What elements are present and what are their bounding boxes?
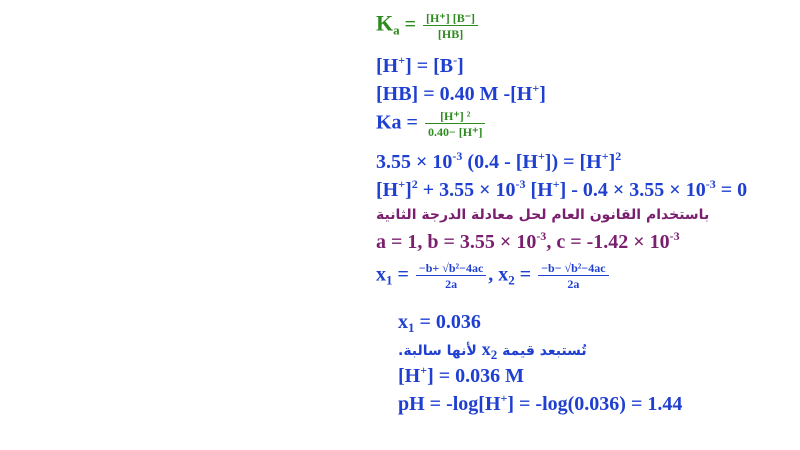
h-plus-result <box>398 363 524 387</box>
text-segment: لأنها سالبة. <box>398 343 482 359</box>
superscript: -3 <box>515 177 526 191</box>
text-segment: x <box>493 263 509 286</box>
superscript: + <box>601 149 609 163</box>
subscript: 2 <box>490 347 498 362</box>
root2-denominator: 2a <box>567 277 580 291</box>
text-segment: pH = -log[H <box>398 393 501 415</box>
text-segment: ] = 0.036 M <box>427 365 524 387</box>
quadratic-formula <box>376 262 611 290</box>
fraction-denominator: 0.40− [H⁺] <box>427 125 483 139</box>
text-segment: ] = [B <box>405 55 454 77</box>
superscript: + <box>398 177 406 191</box>
text-segment: = 0 <box>715 179 748 201</box>
text-segment: , <box>488 263 494 286</box>
text-segment: [H <box>525 179 553 201</box>
text-segment: + 3.55 × 10 <box>417 179 516 201</box>
superscript: 2 <box>615 149 622 163</box>
superscript: -3 <box>536 229 547 243</box>
equality-h-b <box>376 53 464 77</box>
ka-subscript: a <box>393 22 400 38</box>
text-segment: ] <box>405 179 412 201</box>
text-segment: ]) = [H <box>544 151 602 173</box>
ka-symbol: K <box>376 10 394 36</box>
superscript: + <box>500 391 508 405</box>
superscript: + <box>552 177 560 191</box>
text-segment: [H <box>398 365 421 387</box>
text-segment: = 0.036 <box>414 311 481 333</box>
subscript: 1 <box>386 272 393 288</box>
ka-equals: = <box>404 13 417 36</box>
text-segment: 3.55 × 10 <box>376 151 453 173</box>
text-segment: تُستبعد قيمة <box>497 343 587 359</box>
text-segment: ] <box>608 151 616 173</box>
ka-expression <box>376 12 480 40</box>
root2-fraction <box>538 262 608 290</box>
subscript: 2 <box>508 272 515 288</box>
superscript: + <box>420 363 428 377</box>
text-segment: (0.4 - [H <box>462 151 538 173</box>
ka-numerator: [H⁺] [B⁻] <box>423 12 478 26</box>
root1-fraction <box>416 262 486 290</box>
root2-numerator: −b− √b²−4ac <box>538 262 608 276</box>
superscript: -3 <box>669 229 680 243</box>
arabic-general-law-note: باستخدام القانون العام لحل معادلة الدرجة الثانية <box>376 207 710 223</box>
text-segment: x <box>398 311 408 333</box>
ka-fraction <box>423 12 478 40</box>
text-segment: [H <box>376 179 399 201</box>
text-segment: = <box>519 263 532 286</box>
text-segment: ] - 0.4 × 3.55 × 10 <box>559 179 706 201</box>
text-segment: [HB] = 0.40 M -[H <box>376 83 533 105</box>
ka-substituted-fraction <box>425 110 486 138</box>
text-segment: = <box>397 263 409 286</box>
arabic-exclude-x2-note <box>398 339 587 362</box>
text-segment: ] = -log(0.036) = 1.44 <box>507 393 683 415</box>
text-segment: a = 1, b = 3.55 × 10 <box>376 231 537 253</box>
text-segment: , c = -1.42 × 10 <box>546 231 670 253</box>
equation-expanded <box>376 149 622 173</box>
superscript: + <box>398 53 406 67</box>
hb-concentration <box>376 81 546 105</box>
superscript: 2 <box>411 177 418 191</box>
ph-result <box>398 391 683 415</box>
fraction-numerator: [H⁺] ² <box>425 110 486 124</box>
superscript: -3 <box>705 177 716 191</box>
ka-substituted <box>376 110 487 138</box>
ka-denominator: [HB] <box>437 27 464 41</box>
root1-numerator: −b+ √b²−4ac <box>416 262 486 276</box>
text-segment: x <box>481 339 491 359</box>
quadratic-equation <box>376 177 748 201</box>
text-segment: [H <box>376 55 399 77</box>
text-segment: Ka = <box>376 111 418 134</box>
subscript: 1 <box>408 320 415 335</box>
root1-denominator: 2a <box>445 277 458 291</box>
text-segment: x <box>376 263 386 286</box>
x1-value <box>398 311 481 335</box>
text-segment: ] <box>457 55 464 77</box>
coefficients <box>376 229 680 253</box>
superscript: + <box>532 81 540 95</box>
superscript: + <box>537 149 545 163</box>
superscript: -3 <box>452 149 463 163</box>
text-segment: ] <box>539 83 546 105</box>
superscript: - <box>453 53 458 67</box>
